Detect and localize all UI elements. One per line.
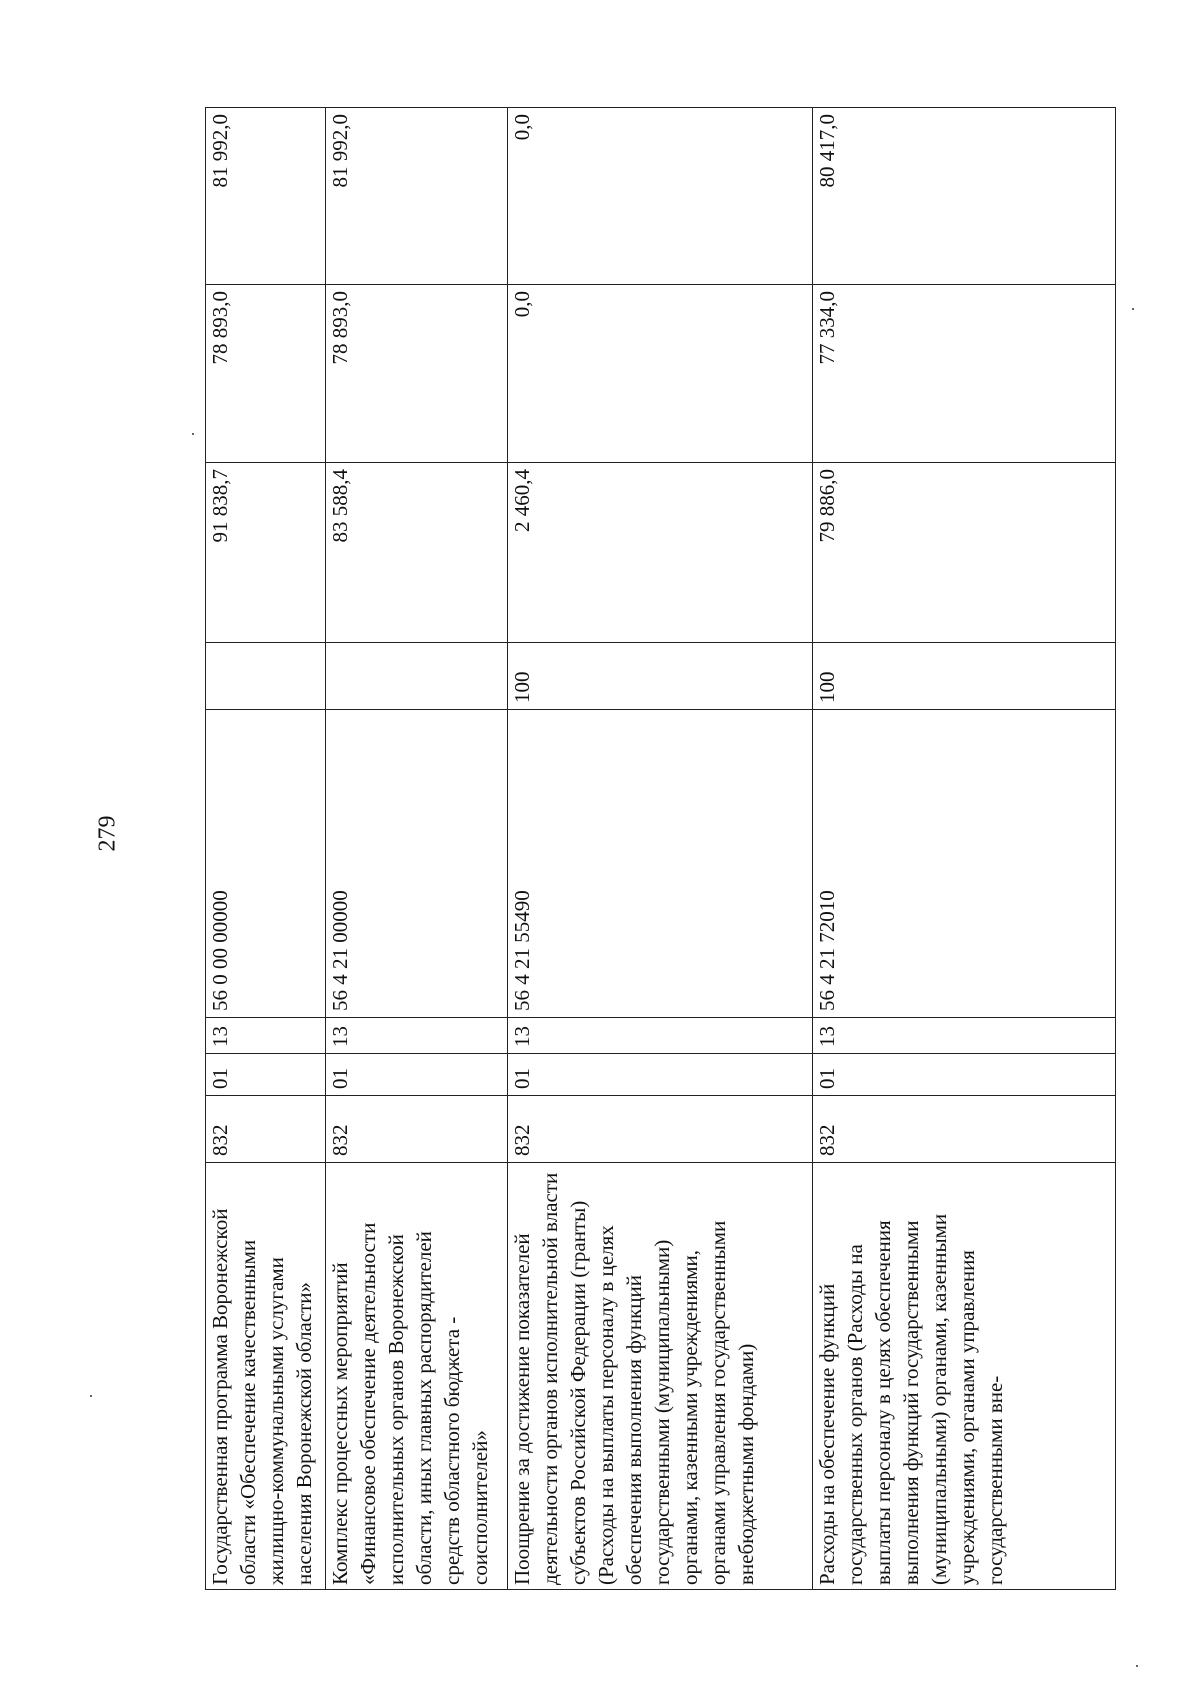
csr-code: 56 0 00 00000 [206, 710, 326, 1018]
gr-code: 832 [813, 1096, 1116, 1163]
pr-code: 13 [508, 1018, 813, 1054]
rotated-table-sheet [205, 108, 1115, 1590]
sum-year-2: 78 893,0 [206, 285, 326, 463]
sum-year-2: 0,0 [508, 285, 813, 463]
scan-speck [90, 1395, 92, 1397]
vr-code: 100 [813, 643, 1116, 710]
row-name: Комплекс процессных мероприятий «Финансовое обеспечение деятельности исполнительных органов Воронежской области, иных главных распорядителей средств областного бюджета - соисполнителей» [326, 1163, 508, 1590]
sum-year-2: 77 334,0 [813, 285, 1116, 463]
csr-code: 56 4 21 00000 [326, 710, 508, 1018]
csr-code: 56 4 21 55490 [508, 710, 813, 1018]
vr-code [326, 643, 508, 710]
table-row [813, 108, 1116, 1590]
budget-table [205, 107, 1116, 1590]
sum-year-1: 2 460,4 [508, 463, 813, 643]
table-row [206, 108, 326, 1590]
gr-code: 832 [508, 1096, 813, 1163]
table-row [326, 108, 508, 1590]
sum-year-1: 83 588,4 [326, 463, 508, 643]
pr-code: 13 [813, 1018, 1116, 1054]
row-name: Расходы на обеспечение функций государственных органов (Расходы на выплаты персоналу в целях обеспечения выполнения функций государственными (муниципальными) органами, казенными учреждениями, органами управления государственными вне- [813, 1163, 1116, 1590]
row-name: Поощрение за достижение показателей деятельности органов исполнительной власти субъектов Российской Федерации (гранты) (Расходы на выплаты персоналу в целях обеспечения выполнения функций государственными (муниципальными) органами, казенными учреждениями, органами управления государственными внебюджетными фондами) [508, 1163, 813, 1590]
sum-year-1: 79 886,0 [813, 463, 1116, 643]
sum-year-3: 81 992,0 [206, 108, 326, 285]
rz-code: 01 [508, 1054, 813, 1096]
scan-speck [1132, 308, 1134, 310]
csr-code: 56 4 21 72010 [813, 710, 1116, 1018]
gr-code: 832 [206, 1096, 326, 1163]
rz-code: 01 [206, 1054, 326, 1096]
page-number: 279 [94, 815, 121, 852]
pr-code: 13 [326, 1018, 508, 1054]
pr-code: 13 [206, 1018, 326, 1054]
rz-code: 01 [326, 1054, 508, 1096]
table-row [508, 108, 813, 1590]
gr-code: 832 [326, 1096, 508, 1163]
sum-year-3: 80 417,0 [813, 108, 1116, 285]
sum-year-2: 78 893,0 [326, 285, 508, 463]
vr-code [206, 643, 326, 710]
sum-year-3: 81 992,0 [326, 108, 508, 285]
row-name: Государственная программа Воронежской области «Обеспечение качественными жилищно-коммунальными услугами населения Воронежской области» [206, 1163, 326, 1590]
sum-year-1: 91 838,7 [206, 463, 326, 643]
scan-speck [1136, 1665, 1138, 1667]
sum-year-3: 0,0 [508, 108, 813, 285]
vr-code: 100 [508, 643, 813, 710]
rz-code: 01 [813, 1054, 1116, 1096]
scan-speck [192, 433, 194, 435]
